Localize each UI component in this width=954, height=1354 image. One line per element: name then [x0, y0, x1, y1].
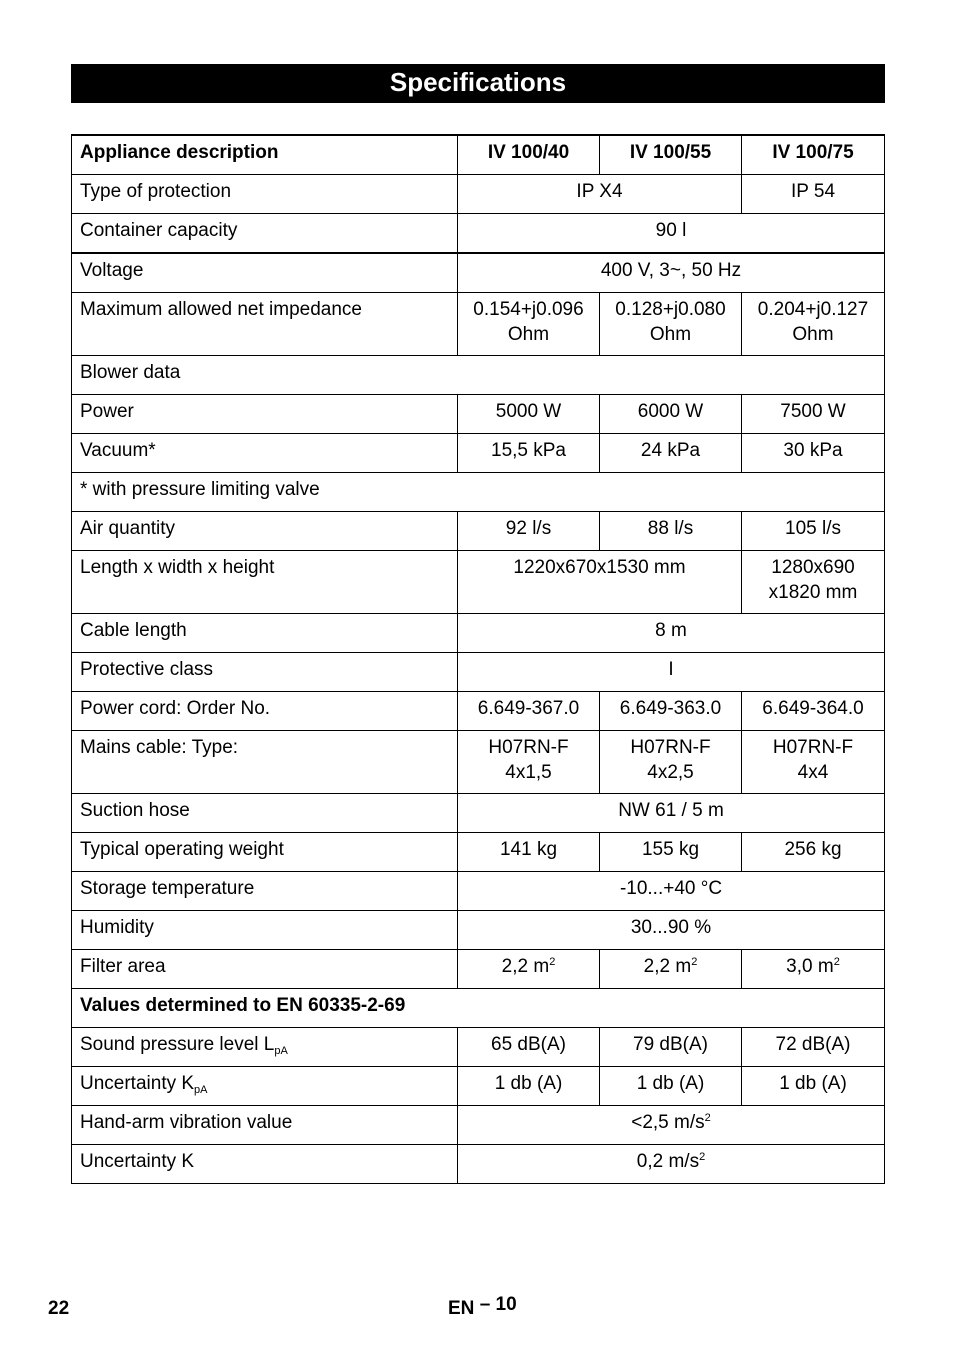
row-label: Air quantity	[72, 512, 458, 551]
row-label: Type of protection	[72, 175, 458, 214]
footer-section-marker	[448, 1294, 517, 1320]
row-value	[458, 731, 600, 794]
value-line: 0.154+j0.096	[473, 299, 584, 320]
value-text: 3,0 m	[786, 956, 834, 977]
subscript: pA	[274, 1045, 288, 1057]
row-value: 1 db (A)	[600, 1067, 742, 1106]
row-value: IP 54	[742, 175, 885, 214]
row-value: 6.649-364.0	[742, 692, 885, 731]
row-label: Cable length	[72, 614, 458, 653]
value-line: H07RN-F	[630, 737, 711, 758]
value-line: 0.128+j0.080	[615, 299, 726, 320]
subscript: pA	[194, 1084, 208, 1096]
table-row	[72, 214, 885, 254]
row-value	[600, 950, 742, 989]
row-value: 105 l/s	[742, 512, 885, 551]
value-line: 0.204+j0.127	[757, 299, 869, 320]
row-value: 30...90 %	[458, 911, 885, 950]
value-text: 0,2 m/s	[636, 1151, 700, 1172]
row-label: Mains cable: Type:	[72, 731, 458, 794]
value-line: Ohm	[507, 324, 550, 345]
superscript: 2	[699, 1151, 706, 1163]
row-value: 8 m	[458, 614, 885, 653]
value-text: <2,5 m/s	[631, 1112, 705, 1133]
value-text: 2,2 m	[501, 956, 550, 977]
row-value	[458, 1145, 885, 1184]
row-value: 1 db (A)	[458, 1067, 600, 1106]
table-row	[72, 1106, 885, 1145]
label-text: Uncertainty K	[80, 1073, 195, 1094]
table-row	[72, 950, 885, 989]
page-title: Specifications	[71, 64, 885, 103]
row-label	[72, 1067, 458, 1106]
row-value: I	[458, 653, 885, 692]
table-row	[72, 293, 885, 356]
row-value	[742, 293, 885, 356]
footnote-label: * with pressure limiting valve	[72, 473, 885, 512]
row-label	[72, 1028, 458, 1067]
header-label: Appliance description	[72, 135, 458, 175]
section-row	[72, 356, 885, 395]
row-label: Suction hose	[72, 794, 458, 833]
value-line: Ohm	[792, 324, 834, 345]
row-label: Filter area	[72, 950, 458, 989]
value-line: H07RN-F	[772, 737, 854, 758]
table-row	[72, 692, 885, 731]
section-row	[72, 989, 885, 1028]
footer-section-page: 10	[495, 1294, 517, 1315]
label-text: Sound pressure level L	[80, 1034, 275, 1055]
row-value: 6000 W	[600, 395, 742, 434]
row-label: Hand-arm vibration value	[72, 1106, 458, 1145]
row-value	[600, 293, 742, 356]
row-value: 5000 W	[458, 395, 600, 434]
row-label: Voltage	[72, 253, 458, 293]
row-label: Uncertainty K	[72, 1145, 458, 1184]
row-label: Protective class	[72, 653, 458, 692]
row-value: 24 kPa	[600, 434, 742, 473]
superscript: 2	[833, 956, 840, 968]
row-value	[742, 731, 885, 794]
value-line: H07RN-F	[488, 737, 569, 758]
row-value: 155 kg	[600, 833, 742, 872]
row-value: 7500 W	[742, 395, 885, 434]
section-label: Blower data	[72, 356, 885, 395]
value-line: Ohm	[649, 324, 692, 345]
value-line: 4x4	[797, 762, 829, 783]
table-row	[72, 1145, 885, 1184]
row-label: Vacuum*	[72, 434, 458, 473]
table-row	[72, 653, 885, 692]
table-row	[72, 1067, 885, 1106]
table-row	[72, 872, 885, 911]
table-row	[72, 512, 885, 551]
row-label: Typical operating weight	[72, 833, 458, 872]
row-label: Container capacity	[72, 214, 458, 254]
table-row	[72, 551, 885, 614]
row-value: 72 dB(A)	[742, 1028, 885, 1067]
value-line: 4x2,5	[647, 762, 694, 783]
value-line: 4x1,5	[505, 762, 552, 783]
table-row	[72, 395, 885, 434]
footer-dash: –	[479, 1294, 491, 1315]
table-row	[72, 1028, 885, 1067]
row-value: 90 l	[458, 214, 885, 254]
row-value: 1 db (A)	[742, 1067, 885, 1106]
specifications-table	[71, 134, 885, 1184]
row-value: 15,5 kPa	[458, 434, 600, 473]
table-row	[72, 434, 885, 473]
value-line: x1820 mm	[768, 582, 858, 603]
row-value: 65 dB(A)	[458, 1028, 600, 1067]
row-value: -10...+40 °C	[458, 872, 885, 911]
row-label: Maximum allowed net impedance	[72, 293, 458, 356]
row-value	[600, 731, 742, 794]
section-page-number	[480, 1294, 517, 1315]
superscript: 2	[704, 1112, 711, 1124]
row-value: 1220x670x1530 mm	[458, 551, 742, 614]
row-label: Power	[72, 395, 458, 434]
table-row	[72, 614, 885, 653]
table-header-row	[72, 135, 885, 175]
row-label: Power cord: Order No.	[72, 692, 458, 731]
table-row	[72, 253, 885, 293]
table-row	[72, 911, 885, 950]
row-value: IP X4	[458, 175, 742, 214]
row-value: 79 dB(A)	[600, 1028, 742, 1067]
row-value	[458, 1106, 885, 1145]
row-value: 6.649-363.0	[600, 692, 742, 731]
superscript: 2	[691, 956, 698, 968]
language-code: EN	[448, 1298, 475, 1319]
table-row	[72, 731, 885, 794]
model-iv-100-75: IV 100/75	[742, 135, 885, 175]
row-label: Humidity	[72, 911, 458, 950]
table-row	[72, 175, 885, 214]
row-value: 141 kg	[458, 833, 600, 872]
section-label: Values determined to EN 60335-2-69	[72, 989, 885, 1028]
model-iv-100-55: IV 100/55	[600, 135, 742, 175]
model-iv-100-40: IV 100/40	[458, 135, 600, 175]
row-value	[458, 950, 600, 989]
row-value: 6.649-367.0	[458, 692, 600, 731]
superscript: 2	[549, 956, 556, 968]
section-row	[72, 473, 885, 512]
value-line: 1280x690	[771, 557, 855, 578]
table-row	[72, 833, 885, 872]
row-label: Length x width x height	[72, 551, 458, 614]
row-value: 92 l/s	[458, 512, 600, 551]
row-value: 400 V, 3~, 50 Hz	[458, 253, 885, 293]
page-number: 22	[48, 1298, 70, 1319]
row-value	[742, 950, 885, 989]
row-label: Storage temperature	[72, 872, 458, 911]
table-row	[72, 794, 885, 833]
row-value: 30 kPa	[742, 434, 885, 473]
row-value: 256 kg	[742, 833, 885, 872]
row-value	[742, 551, 885, 614]
row-value: NW 61 / 5 m	[458, 794, 885, 833]
row-value	[458, 293, 600, 356]
value-text: 2,2 m	[643, 956, 692, 977]
row-value: 88 l/s	[600, 512, 742, 551]
